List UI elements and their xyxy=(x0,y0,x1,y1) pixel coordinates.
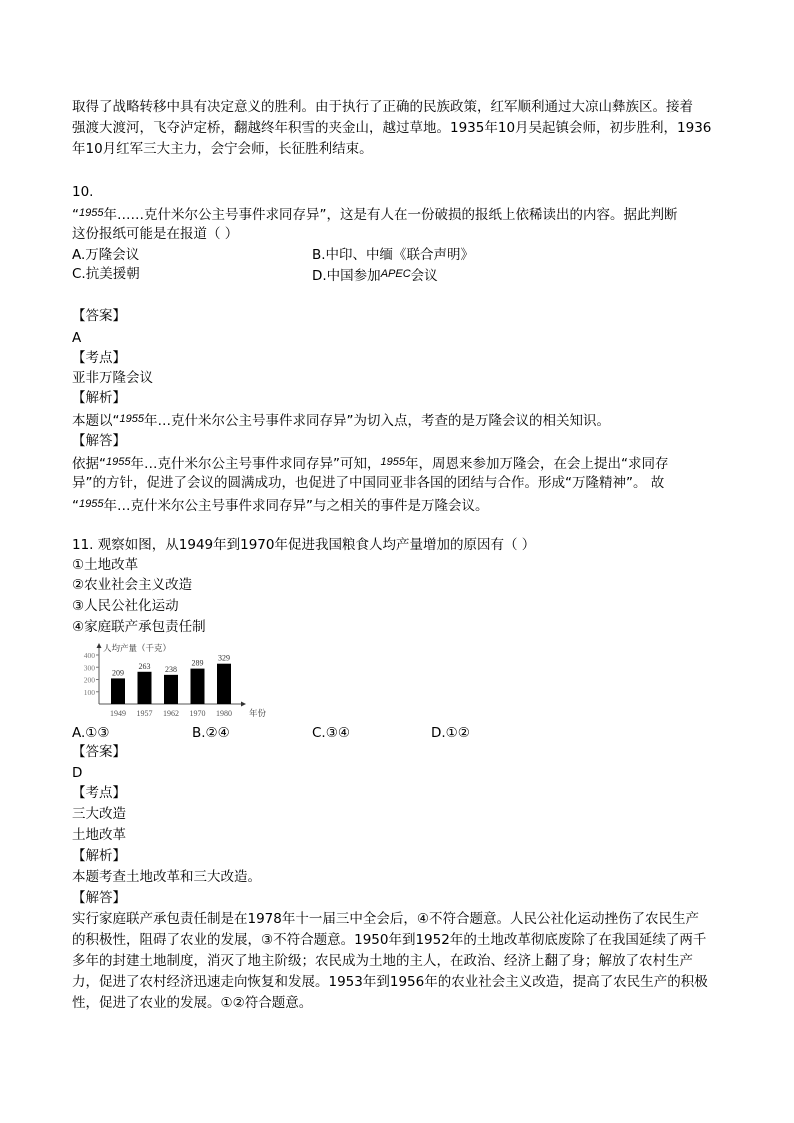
option-d: D.①② xyxy=(431,725,470,741)
data-label: 329 xyxy=(218,653,230,663)
answer-label: 【答案】 xyxy=(72,744,126,760)
bar xyxy=(138,672,152,704)
year: 1955 xyxy=(119,413,144,425)
point-text: 三大改造 xyxy=(72,806,126,822)
question-stem: 11. 观察如图，从1949年到1970年促进我国粮食人均产量增加的原因有（ ） xyxy=(72,537,536,553)
solution-text: 性，促进了农业的发展。①②符合题意。 xyxy=(72,995,313,1011)
x-tick-label: 1957 xyxy=(136,709,153,718)
list-item: ④家庭联产承包责任制 xyxy=(72,619,206,635)
y-tick-label: 400 xyxy=(83,651,95,660)
point-label: 【考点】 xyxy=(72,785,126,801)
list-item: ①土地改革 xyxy=(72,557,139,573)
y-axis-arrow xyxy=(97,643,102,648)
stem-text: 年……克什米尔公主号事件求同存异”，这是有人在一份破损的报纸上依稀读出的内容。据此判断 xyxy=(103,207,678,223)
analysis-label: 【解析】 xyxy=(72,848,126,864)
question-stem xyxy=(72,203,677,225)
y-tick-label: 200 xyxy=(83,675,95,685)
bar xyxy=(111,678,125,704)
text: 年…克什米尔公主号事件求同存异”可知， xyxy=(130,456,381,472)
option-text: 会议 xyxy=(410,268,438,284)
option-b: B.中印、中缅《联合声明》 xyxy=(312,247,475,263)
bar xyxy=(191,669,205,704)
text: “ xyxy=(72,498,79,514)
option-a: A.万隆会议 xyxy=(72,247,140,263)
text-line: 强渡大渡河，飞夺泸定桥，翻越终年积雪的夹金山，越过草地。1935年10月吴起镇会师，初步胜利，1936 xyxy=(72,120,712,136)
solution-text: 异”的方针，促进了会议的圆满成功，也促进了中国同亚非各国的团结与合作。形成“万隆精神”。 故 xyxy=(72,475,665,491)
analysis-text: 本题考查土地改革和三大改造。 xyxy=(72,869,261,885)
text: 依据“ xyxy=(72,456,106,472)
analysis-label: 【解析】 xyxy=(72,390,126,406)
option-a: A.①③ xyxy=(72,725,110,741)
solution-text: 多年的封建土地制度，消灭了地主阶级；农民成为土地的主人，在政治、经济上翻了身；解放了农村生产 xyxy=(72,953,693,969)
quote: “ xyxy=(72,207,79,223)
data-label: 209 xyxy=(112,668,124,678)
text-line: 年10月红军三大主力，会宁会师，长征胜利结束。 xyxy=(72,141,373,157)
point-label: 【考点】 xyxy=(72,350,126,366)
text: 年…克什米尔公主号事件求同存异”与之相关的事件是万隆会议。 xyxy=(103,498,489,514)
year: 1955 xyxy=(79,498,104,510)
bar xyxy=(164,675,178,704)
text: 本题以“ xyxy=(72,413,120,429)
solution-label: 【解答】 xyxy=(72,433,126,449)
option-b: B.②④ xyxy=(192,725,230,741)
data-label: 238 xyxy=(165,664,177,674)
y-axis-title: 人均产量（千克） xyxy=(103,643,172,653)
point-text: 土地改革 xyxy=(72,827,126,843)
text: 年，周恩来参加万隆会，在会上提出“求同存 xyxy=(404,456,669,472)
list-item: ②农业社会主义改造 xyxy=(72,577,193,593)
solution-text xyxy=(72,452,668,474)
option-sup: APEC xyxy=(380,268,411,280)
answer-value: D xyxy=(72,765,83,781)
solution-text: 的积极性，阻碍了农业的发展，③不符合题意。1950年到1952年的土地改革彻底废除了在我国延续了两千 xyxy=(72,932,707,948)
text: 年…克什米尔公主号事件求同存异”为切入点，考查的是万隆会议的相关知识。 xyxy=(143,413,610,429)
bar-chart xyxy=(72,641,282,721)
solution-text xyxy=(72,494,488,516)
x-axis-title: 年份 xyxy=(249,708,267,718)
option-d xyxy=(312,264,438,286)
option-text: D.中国参加 xyxy=(312,268,381,284)
solution-text: 力，促进了农村经济迅速走向恢复和发展。1953年到1956年的农业社会主义改造，提高了农民生产的积极 xyxy=(72,974,708,990)
question-number: 10. xyxy=(72,184,94,200)
data-label: 263 xyxy=(138,661,151,671)
x-tick-label: 1970 xyxy=(189,709,206,718)
solution-text: 实行家庭联产承包责任制是在1978年十一届三中全会后，④不符合题意。人民公社化运动挫伤了农民生产 xyxy=(72,911,699,927)
point-text: 亚非万隆会议 xyxy=(72,370,153,386)
analysis-text xyxy=(72,409,610,431)
option-c: C.③④ xyxy=(312,725,350,741)
solution-label: 【解答】 xyxy=(72,890,126,906)
answer-value: A xyxy=(72,330,82,346)
list-item: ③人民公社化运动 xyxy=(72,598,179,614)
y-tick-label: 300 xyxy=(83,663,95,673)
y-tick-label: 100 xyxy=(83,687,95,697)
bar xyxy=(217,664,231,704)
x-tick-label: 1962 xyxy=(163,709,179,718)
data-label: 289 xyxy=(191,658,204,668)
x-axis-arrow xyxy=(241,702,246,707)
year: 1955 xyxy=(106,456,131,468)
x-tick-label: 1949 xyxy=(110,709,126,718)
answer-label: 【答案】 xyxy=(72,308,126,324)
option-c: C.抗美援朝 xyxy=(72,266,140,282)
text-line: 取得了战略转移中具有决定意义的胜利。由于执行了正确的民族政策，红军顺利通过大凉山彝族区。接着 xyxy=(72,99,693,115)
year: 1955 xyxy=(79,207,104,219)
question-stem: 这份报纸可能是在报道（ ） xyxy=(72,226,239,242)
x-tick-label: 1980 xyxy=(216,709,232,718)
year: 1955 xyxy=(380,456,405,468)
